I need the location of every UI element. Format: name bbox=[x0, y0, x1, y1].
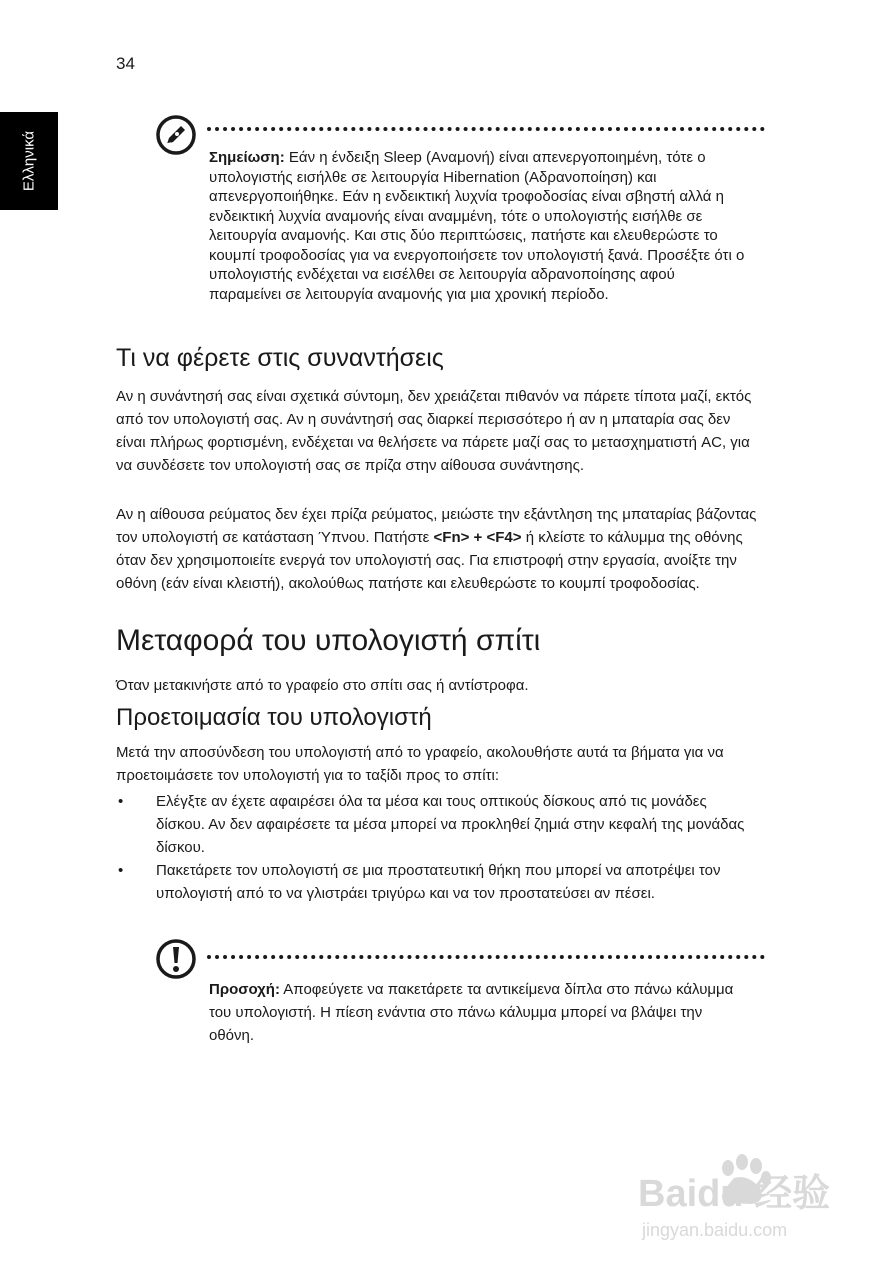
baidu-paw-icon bbox=[638, 1148, 848, 1243]
caution-label: Προσοχή: bbox=[209, 981, 280, 998]
list-item-text: Πακετάρετε τον υπολογιστή σε μια προστατευτική θήκη που μπορεί να αποτρέψει τον υπολογιστή από το να γλιστράει τριγύρω και να τον προστατεύσει αν πέσει. bbox=[156, 862, 721, 902]
caution-body: Αποφεύγετε να πακετάρετε τα αντικείμενα δίπλα στο πάνω κάλυμμα του υπολογιστή. Η πίεση ενάντια στο πάνω κάλυμμα μπορεί να βλάψει την οθόνη. bbox=[209, 981, 734, 1044]
paragraph-prepare-intro: Μετά την αποσύνδεση του υπολογιστή από το γραφείο, ακολουθήστε αυτά τα βήματα για να προετοιμάσετε τον υπολογιστή για το ταξίδι προς το σπίτι: bbox=[116, 744, 724, 784]
paragraph-meetings-2-before: Αν η αίθουσα ρεύματος δεν έχει πρίζα ρεύματος, μειώστε την εξάντληση της μπαταρίας βάζοντας τον υπολογιστή σε κατάσταση Ύπνου. Πατήστε bbox=[116, 506, 757, 546]
page-number: 34 bbox=[116, 54, 135, 73]
heading-home: Μεταφορά του υπολογιστή σπίτι bbox=[116, 624, 541, 657]
list-item-text: Ελέγξτε αν έχετε αφαιρέσει όλα τα μέσα και τους οπτικούς δίσκους από τις μονάδες δίσκου. Αν δεν αφαιρέσετε τα μέσα μπορεί να προκληθεί ζημιά στην κεφαλή της μονάδας δίσκου. bbox=[156, 793, 745, 856]
heading-prepare: Προετοιμασία του υπολογιστή bbox=[116, 704, 432, 731]
note-block bbox=[155, 114, 775, 336]
key-fn: <Fn> bbox=[433, 529, 470, 546]
list-item bbox=[116, 859, 761, 928]
bullet-icon: • bbox=[118, 793, 124, 810]
baidu-watermark bbox=[638, 1148, 848, 1243]
note-text bbox=[209, 148, 749, 304]
list-item bbox=[116, 790, 761, 859]
heading-meetings: Τι να φέρετε στις συναντήσεις bbox=[116, 344, 444, 372]
note-label: Σημείωση: bbox=[209, 149, 285, 166]
exclamation-icon bbox=[155, 938, 197, 980]
caution-block bbox=[155, 938, 775, 1048]
key-f4: <F4> bbox=[486, 529, 522, 546]
watermark-url: jingyan.baidu.com bbox=[642, 1220, 788, 1240]
bullet-icon: • bbox=[118, 862, 124, 879]
language-tab-label: Ελληνικά bbox=[20, 130, 38, 192]
paragraph-home-intro: Όταν μετακινήστε από το γραφείο στο σπίτι σας ή αντίστροφα. bbox=[116, 677, 529, 694]
watermark-logo: Baidu 经验 bbox=[638, 1173, 831, 1215]
paragraph-meetings-2 bbox=[116, 503, 761, 595]
language-tab bbox=[0, 112, 58, 210]
caution-text bbox=[209, 978, 749, 1047]
pen-note-icon bbox=[155, 114, 197, 156]
paragraph-meetings-1: Αν η συνάντησή σας είναι σχετικά σύντομη, δεν χρειάζεται πιθανόν να πάρετε τίποτα μαζί, εκτός από τον υπολογιστή σας. Αν η συνάντησή σας διαρκεί περισσότερο ή αν η μπαταρία σας δεν είναι πλήρως φορτισμένη, ενδέχεται να θελήσετε να πάρετε μαζί σας το μετασχηματιστή AC, για να συνδέσετε τον υπολογιστή σας σε πρίζα στην αίθουσα συνάντησης. bbox=[116, 388, 752, 474]
paragraph-meetings-2-after: ή κλείστε το κάλυμμα της οθόνης όταν δεν χρησιμοποιείτε ενεργά τον υπολογιστή σας. Για επιστροφή στην εργασία, ανοίξτε την οθόνη (εάν είναι κλειστή), ακολούθως πατήστε και ελευθερώστε το κουμπί τροφοδοσίας. bbox=[116, 529, 743, 592]
caution-divider bbox=[207, 955, 765, 959]
note-body: Εάν η ένδειξη Sleep (Αναμονή) είναι απενεργοποιημένη, τότε ο υπολογιστής εισήλθε σε λειτουργία Hibernation (Αδρανοποίηση) και απενεργοποιήθηκε. Εάν η ενδεικτική λυχνία τροφοδοσίας είναι σβηστή αλλά η ενδεικτική λυχνία αναμονής είναι αναμμένη, τότε ο υπολογιστής εισήλθε σε λειτουργία αναμονής. Και στις δύο περιπτώσεις, πατήστε και ελευθερώστε το κουμπί τροφοδοσίας για να ενεργοποιήσετε τον υπολογιστή ξανά. Προσέξτε ότι ο υπολογιστής ενδέχεται να εισέλθει σε λειτουργία αδρανοποίησης αφού παραμείνει σε λειτουργία αναμονής για μια χρονική περίοδο. bbox=[209, 149, 745, 303]
note-divider bbox=[207, 127, 765, 131]
key-plus: + bbox=[469, 529, 487, 546]
